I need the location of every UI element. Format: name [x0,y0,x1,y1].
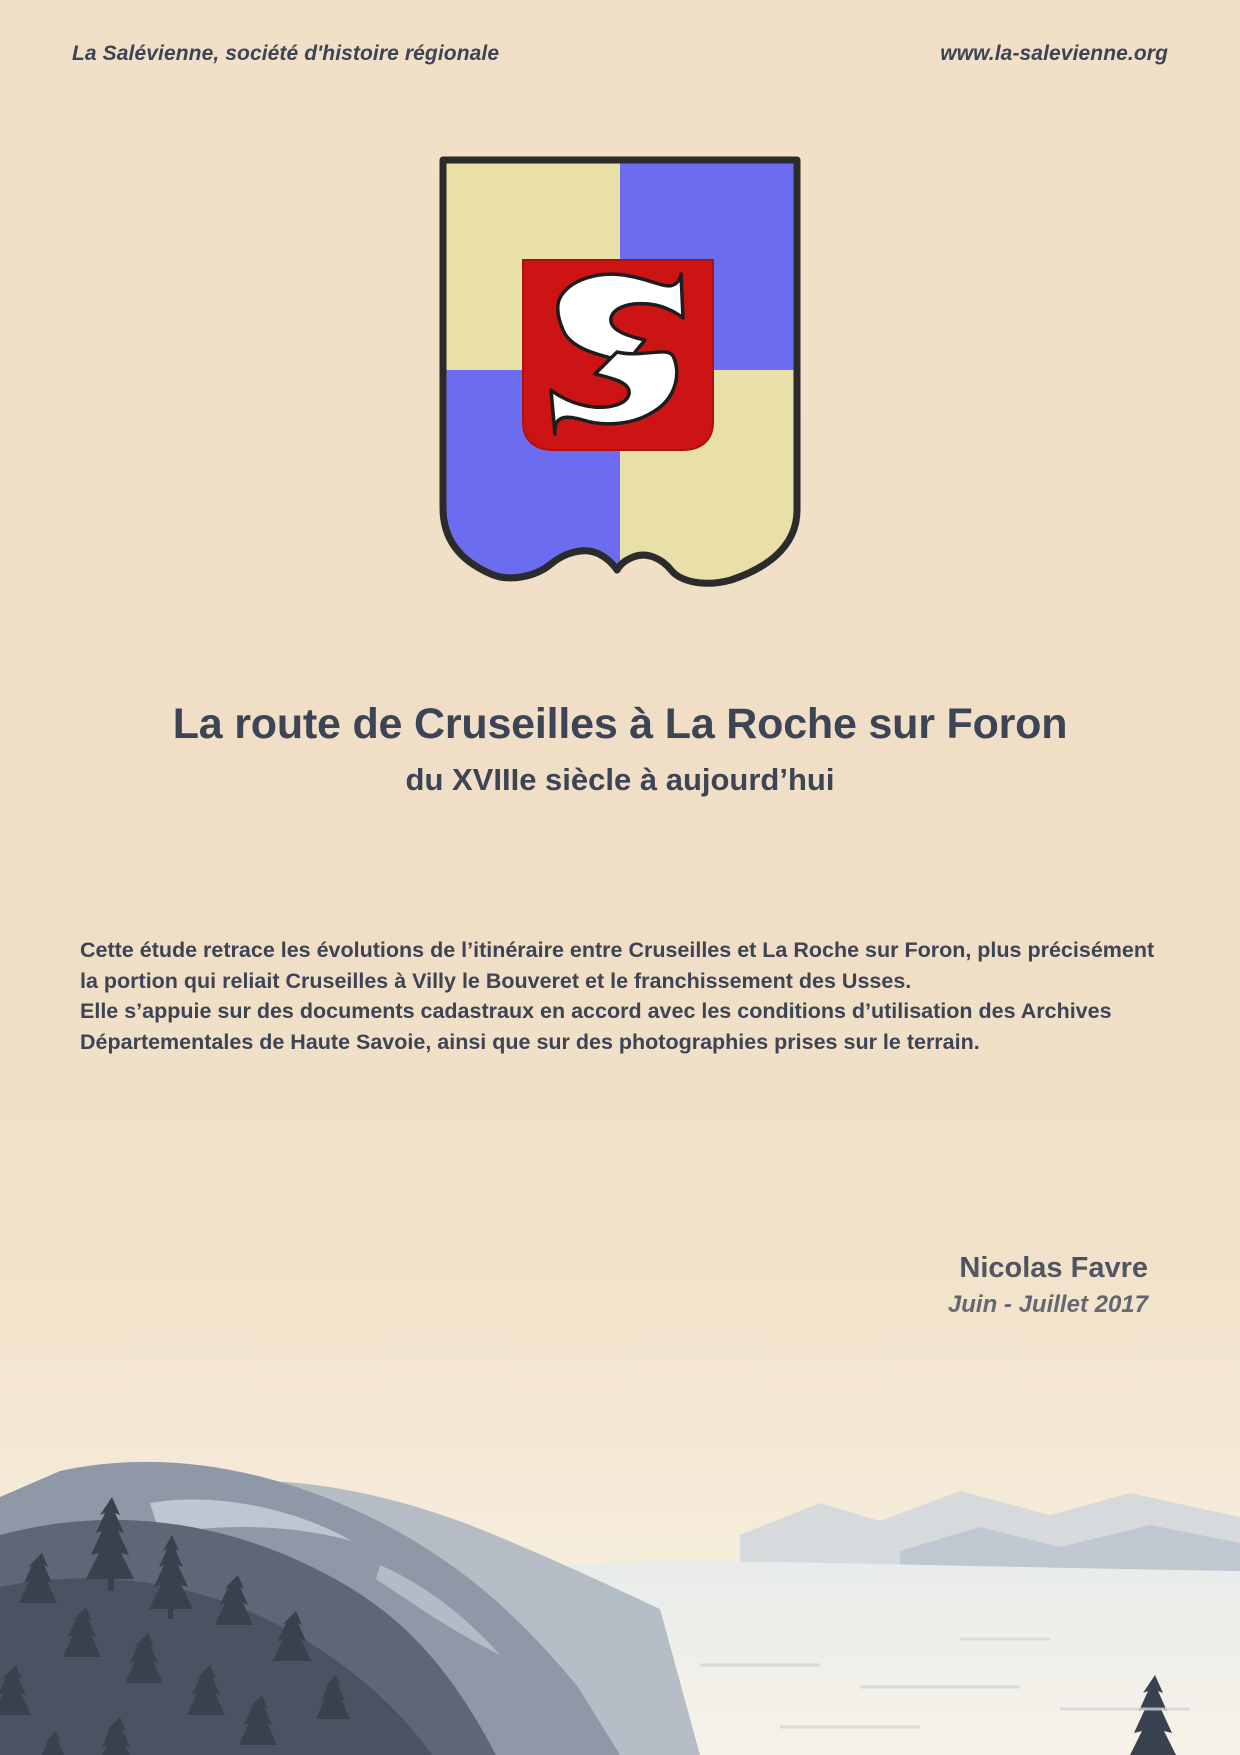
organization-website: www.la-salevienne.org [940,42,1168,65]
abstract-text [80,935,1170,1057]
coat-of-arms-icon [431,150,809,590]
title-block [0,700,1240,799]
page-subtitle: du XVIIIe siècle à aujourd’hui [405,762,835,798]
crest-container [0,150,1240,590]
organization-name: La Salévienne, société d'histoire régionale [72,42,500,65]
abstract-paragraph-1: Cette étude retrace les évolutions de l’itinéraire entre Cruseilles et La Roche sur Foron, plus précisément la portion qui reliait Cruseilles à Villy le Bouveret et le franchissement des Usses. [80,938,1155,993]
landscape-illustration [0,1235,1240,1755]
abstract-paragraph-2: Elle s’appuie sur des documents cadastraux en accord avec les conditions d’utilisation des Archives Départementales de Haute Savoie, ainsi que sur des photographies prises sur le terrain. [80,999,1112,1054]
page-header [0,42,1240,66]
page-title: La route de Cruseilles à La Roche sur Foron [172,700,1068,748]
